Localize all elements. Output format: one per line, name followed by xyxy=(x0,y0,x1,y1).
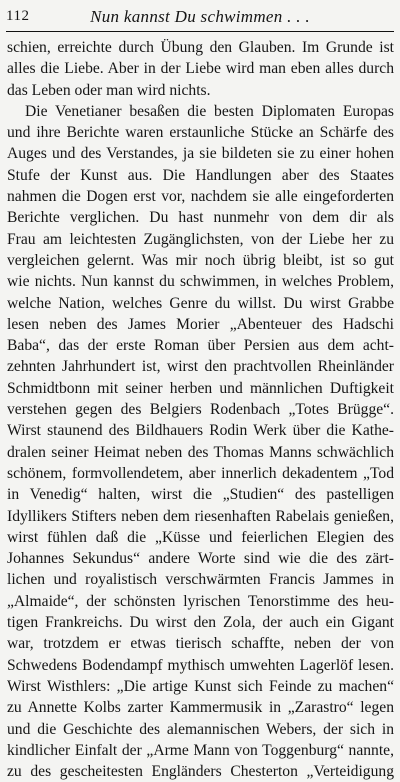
text-line: verstehen gegen des Belgiers Rodenbach „Totes Brügge“. xyxy=(7,401,394,419)
text-line: Wirst staunend des Bildhauers Rodin Werk über die Kathe- xyxy=(7,422,394,440)
text-line: und ihre Berichte waren erstaunliche Stücke an Schärfe des xyxy=(7,124,394,142)
text-line: tigen Frankreichs. Du wirst den Zola, der auch ein Gigant xyxy=(7,614,394,632)
text-line: das Leben oder man wird nichts. xyxy=(7,81,211,99)
text-line: nahmen die Dogen erst vor, nachdem sie alle eingeforderten xyxy=(7,188,394,206)
running-title: Nun kannst Du schwimmen . . . xyxy=(90,7,310,26)
text-line: schien, erreichte durch Übung den Glauben. Im Grunde ist xyxy=(7,39,394,56)
text-line: lichen und royalistisch verschwärmten Francis Jammes in xyxy=(7,571,394,589)
text-line: und die Geschichte des alemannischen Webers, der sich in xyxy=(7,720,394,738)
text-line: zu des gescheitesten Engländers Chesterton „Verteidigung xyxy=(7,763,394,781)
text-line: in Venedig“ halten, wirst die „Studien“ des pastelligen xyxy=(7,486,394,504)
text-line: wirst fühlen daß die „Küsse und feierlichen Elegien des xyxy=(7,528,394,546)
text-line: Wirst Wisthlers: „Die artige Kunst sich Feinde zu machen“ xyxy=(7,677,394,695)
text-line: dralen seiner Heimat neben des Thomas Manns schwächlich xyxy=(7,443,394,461)
text-line: zehnten Jahrhundert ist, wirst den prachtvollen Rheinländer xyxy=(7,358,394,376)
text-line: zu Annette Kolbs zarter Kammermusik in „Zarastro“ legen xyxy=(7,699,394,717)
page-header xyxy=(6,6,394,28)
header-rule xyxy=(6,31,394,32)
text-line: kindlicher Einfalt der „Arme Mann von Toggenburg“ nannte, xyxy=(7,741,394,759)
text-line: alles die Liebe. Aber in der Liebe wird man eben alles durch xyxy=(7,60,394,78)
text-line: Idyllikers Stifters neben dem riesenhaften Rabelais genießen, xyxy=(7,507,394,525)
text-line: schönem, formvollendetem, aber innerlich dekadentem „Tod xyxy=(7,464,394,482)
text-line: wie nichts. Nun kannst du schwimmen, in welches Problem, xyxy=(7,273,394,291)
text-line: Schwedens Bodendampf mythisch umwehten Lagerlöf lesen. xyxy=(7,656,394,674)
text-line: Stufe der Kunst aus. Die Handlungen aber des Staates xyxy=(7,166,394,184)
text-line: vergleichen gelernt. Was mir noch übrig bleibt, ist so gut xyxy=(7,251,394,269)
text-line: war, trotzdem er etwas tierisch schaffte, neben der von xyxy=(7,635,394,653)
text-line: Baba“, das der erste Roman über Persien aus dem acht- xyxy=(7,337,394,355)
text-line: Auges und des Verstandes, ja sie bildeten sie zu einer hohen xyxy=(7,145,394,163)
text-line: lesen neben des James Morier „Abenteuer des Hadschi xyxy=(7,315,394,333)
text-line: Johannes Sekundus“ andere Worte sind wie die des zärt- xyxy=(7,550,394,568)
body-text xyxy=(7,37,394,782)
text-line: welche Nation, welches Genre du willst. Du wirst Grabbe xyxy=(7,294,394,312)
text-line: Schmidtbonn mit seiner herben und männlichen Duftigkeit xyxy=(7,379,394,397)
text-line: Berichte verglichen. Du hast nunmehr von dem dir als xyxy=(7,209,394,227)
text-line: Frau am leichtesten Zugänglichsten, von der Liebe her zu xyxy=(7,230,394,248)
page-number: 112 xyxy=(6,8,30,24)
text-line: Die Venetianer besaßen die besten Diplomaten Europas xyxy=(25,102,394,120)
text-line: „Almaide“, der schönsten lyrischen Tenorstimme des heu- xyxy=(7,592,394,610)
